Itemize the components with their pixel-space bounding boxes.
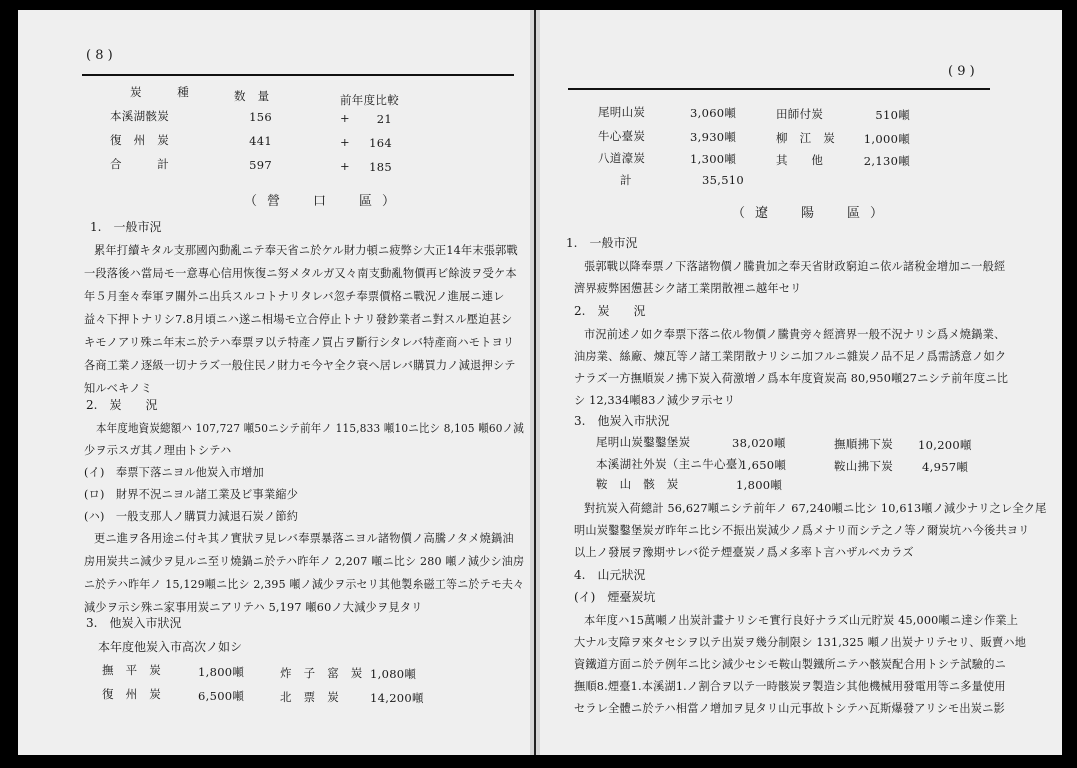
- table-cell: 1,080噸: [370, 667, 417, 681]
- text-line: 張郭戰以降奉票ノ下落諸物價ノ騰貴加之奉天省財政窮迫ニ依ル諸稅金增加ニ一般經: [584, 260, 1006, 273]
- text-line: 益々下押トナリシ7.8月頃ニハ遂ニ相場モ立合停止トナリ發鈔業者ニ對スル壓迫甚シ: [84, 313, 513, 326]
- text-line: ナラズ一方撫順炭ノ拂下炭入荷激增ノ爲本年度資炭高 80,950噸27ニシテ前年度ニ比: [574, 372, 1009, 385]
- table-cell: 復 州 炭: [102, 687, 161, 701]
- section-heading: 2. 炭 況: [574, 304, 646, 318]
- table-cell: 14,200噸: [370, 691, 424, 705]
- text-line: 資鐵道方面ニ於テ例年ニ比シ減少セシモ鞍山製鐵所ニテハ骸炭配合用トシテ試驗的ニ: [574, 658, 1007, 671]
- page-number: ( 8 ): [86, 48, 113, 63]
- text-line: 一段落後ハ當局モ一意專心信用恢復ニ努メタルガ又々南支動亂物價再ビ餘波ヲ受ケ本: [84, 267, 517, 280]
- table-cell: 炸 子 窰 炭: [280, 666, 363, 680]
- table-cell: 柳 江 炭: [776, 131, 835, 145]
- table-cell: 其 他: [776, 153, 824, 167]
- table-cell: 10,200噸: [918, 438, 972, 452]
- text-line: 少ヲ示スガ其ノ理由トシテハ: [84, 444, 232, 457]
- section-heading: 1. 一般市況: [566, 236, 638, 250]
- text-line: キモノアリ殊ニ年末ニ於テハ奉票ヲ以テ特產ノ買占ヲ斷行シタレバ特產商ハモトヨリ: [84, 336, 515, 349]
- section-heading: 2. 炭 況: [86, 398, 158, 412]
- section-heading: 3. 他炭入市狀況: [574, 414, 670, 428]
- table-cell: 合 計: [110, 157, 169, 171]
- text-line: 本年度ハ15萬噸ノ出炭計畫ナリシモ實行良好ナラズ山元貯炭 45,000噸ニ達シ作業上: [584, 614, 1019, 627]
- text-line: セラレ全體ニ於テハ相當ノ增加ヲ見タリ山元事故トシテハ瓦斯爆發アリシモ出炭ニ影: [574, 702, 1005, 715]
- table-cell: 計: [620, 173, 632, 187]
- text-line: 年５月奎々奉軍ヲ關外ニ出兵スルコトナリタレバ忽チ奉票價格ニ戰況ノ進展ニ連レ: [84, 290, 505, 303]
- left-page: [18, 10, 530, 755]
- table-cell: 185: [369, 160, 392, 174]
- table-cell: +: [340, 159, 350, 173]
- table-cell: 1,800噸: [198, 665, 245, 679]
- table-cell: 1,300噸: [690, 152, 737, 166]
- text-line: ニ於テハ昨年ノ 15,129噸ニ比シ 2,395 噸ノ減少ヲ示セリ其他製糸磁工等ニ於テモ夫々: [84, 578, 525, 591]
- text-line: 以上ノ發展ヲ豫期サレバ從テ煙臺炭ノ爲メ多率ト言ハザルベカラズ: [574, 546, 914, 559]
- table-cell: 尾明山炭鑿鑿堡炭: [596, 435, 691, 449]
- table-cell: 八道濠炭: [598, 151, 646, 165]
- text-line: 濟界疲弊困憊甚シク諸工業閉散裡ニ越年セリ: [574, 282, 802, 295]
- table-cell: 撫 平 炭: [102, 663, 161, 677]
- list-item: (ハ) 一般支那人ノ購買力減退石炭ノ節約: [84, 510, 299, 523]
- text-line: 撫順8.煙臺1.本溪湖1.ノ割合ヲ以テ一時骸炭ヲ製造シ其他機械用發電用等ニ多量使用: [574, 680, 1006, 693]
- table-cell: 3,060噸: [690, 106, 737, 120]
- section-heading: (イ) 煙臺炭坑: [574, 590, 656, 604]
- table-cell: 撫順拂下炭: [834, 437, 893, 451]
- text-line: 大ナル支障ヲ來タセシヲ以テ出炭ヲ幾分制限シ 131,325 噸ノ出炭ナリテセリ、販賣ハ地: [574, 636, 1027, 649]
- table-cell: 1,000噸: [863, 132, 910, 146]
- list-item: (ロ) 財界不況ニヨル諸工業及ビ事業縮少: [84, 488, 299, 501]
- section-heading: 本年度他炭入市高次ノ如シ: [98, 640, 243, 654]
- table-cell: 鞍山拂下炭: [834, 459, 893, 473]
- table-cell: 3,930噸: [690, 130, 737, 144]
- table-cell: 本溪湖骸炭: [110, 109, 169, 123]
- text-line: シ 12,334噸83ノ減少ヲ示セリ: [574, 394, 736, 407]
- table-cell: 復 州 炭: [110, 133, 169, 147]
- table-cell: 4,957噸: [922, 460, 969, 474]
- page-number: ( 9 ): [948, 64, 975, 79]
- text-line: 房用炭共ニ減少ヲ見ルニ至リ燒鍋ニ於テハ昨年ノ 2,207 噸ニ比シ 280 噸ノ減少シ油房: [84, 555, 525, 568]
- table-cell: 1,650噸: [740, 458, 787, 472]
- table-cell: 田師付炭: [776, 107, 824, 121]
- table-cell: +: [340, 135, 350, 149]
- text-line: 本年度地資炭總額ハ 107,727 噸50ニシテ前年ノ 115,833 噸10ニ比シ 8,105 噸60ノ減: [96, 422, 524, 435]
- text-line: 對抗炭入荷總計 56,627噸ニシテ前年ノ 67,240噸ニ比シ 10,613噸ノ減少ナリ之レ全ク尾: [584, 502, 1047, 515]
- right-page: [540, 10, 1062, 755]
- table-cell: 156: [249, 110, 272, 124]
- table-cell: 北 票 炭: [280, 690, 339, 704]
- table-cell: 2,130噸: [863, 154, 910, 168]
- table-cell: 510噸: [875, 108, 910, 122]
- table-cell: 1,800噸: [736, 478, 783, 492]
- table-cell: +: [340, 111, 350, 125]
- section-heading: 1. 一般市況: [90, 220, 162, 234]
- col-header: 数 量: [234, 89, 270, 103]
- table-cell: 597: [249, 158, 272, 172]
- list-item: (イ) 奉票下落ニヨル他炭入市增加: [84, 466, 264, 479]
- table-cell: 尾明山炭: [598, 105, 646, 119]
- table-cell: 鞍 山 骸 炭: [596, 477, 679, 491]
- text-line: 各商工業ノ逐級一切ナラズ一般住民ノ財力モ今ヤ全ク衰ヘ居レバ購買力ノ減退押シテ: [84, 359, 516, 372]
- text-line: 明山炭鑿鑿堡炭ガ昨年ニ比シ不振出炭減少ノ爲メナリ而シテ之ノ等ノ爾炭坑ハ今後共ヨリ: [574, 524, 1030, 537]
- text-line: 油房業、絲廠、煉瓦等ノ諸工業閉散ナリシニ加フルニ雜炭ノ品不足ノ爲需誘意ノ如ク: [574, 350, 1007, 363]
- col-header: 炭 種: [130, 85, 189, 99]
- region-title: （營 口 區）: [244, 194, 406, 209]
- table-cell: 441: [249, 134, 272, 148]
- region-title: （遼 陽 區）: [732, 206, 894, 221]
- text-line: 減少ヲ示シ殊ニ家事用炭ニアリテハ 5,197 噸60ノ大減少ヲ見タリ: [84, 601, 423, 614]
- header-rule: [568, 88, 990, 90]
- text-line: 知ルベキノミ: [84, 382, 153, 395]
- table-cell: 38,020噸: [732, 436, 786, 450]
- table-cell: 35,510: [702, 173, 745, 187]
- text-line: 市況前述ノ如ク奉票下落ニ依ル物價ノ騰貴旁々經濟界一般不況ナリシ爲メ燒鍋業、: [584, 328, 1006, 341]
- table-cell: 164: [369, 136, 392, 150]
- col-header: 前年度比較: [340, 93, 399, 107]
- table-cell: 21: [376, 112, 392, 126]
- text-line: 更ニ進ヲ各用途ニ付キ其ノ實狀ヲ見レバ奉票暴落ニヨル諸物價ノ高騰ノタメ燒鍋油: [94, 532, 514, 545]
- table-cell: 6,500噸: [198, 689, 245, 703]
- table-cell: 牛心臺炭: [598, 129, 646, 143]
- table-cell: 本溪湖社外炭（主ニ牛心臺）: [596, 457, 750, 471]
- text-line: 累年打續キタル支那國內動亂ニテ奉天省ニ於ケル財力頓ニ疲弊シ大正14年末張郭戰: [94, 244, 518, 257]
- section-heading: 3. 他炭入市狀況: [86, 616, 182, 630]
- book-gutter: [530, 10, 540, 755]
- header-rule: [82, 74, 514, 76]
- section-heading: 4. 山元狀況: [574, 568, 646, 582]
